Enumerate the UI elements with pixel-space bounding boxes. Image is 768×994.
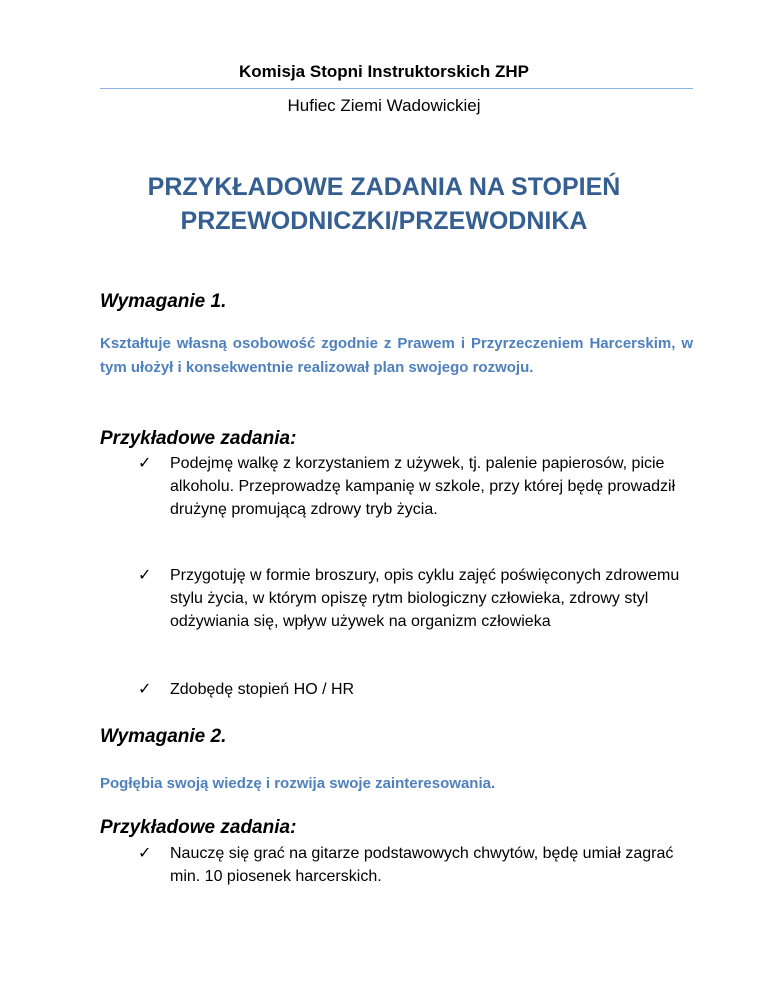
task-text: Przygotuję w formie broszury, opis cyklu zajęć poświęconych zdrowemu stylu życia, w którym opiszę rytm biologiczny człowieka, zdrowy styl odżywiania się, wpływ używek na organizm człowieka [170,567,680,630]
header-unit: Hufiec Ziemi Wadowickiej [287,96,481,115]
requirement-1-text: Kształtuje własną osobowość zgodnie z Prawem i Przyrzeczeniem Harcerskim, w tym ułożył i konsekwentnie realizował plan swojego rozwoju. [100,335,693,376]
task-text: Zdobędę stopień HO / HR [170,681,355,698]
title-line-1: PRZYKŁADOWE ZADANIA NA STOPIEŃ [147,173,621,201]
requirement-1-task-1 [138,452,693,521]
header-organization: Komisja Stopni Instruktorskich ZHP [239,62,529,81]
header-divider [100,88,693,89]
requirement-2-examples-heading: Przykładowe zadania: [100,817,297,838]
requirement-2-task-1 [138,842,693,888]
requirement-1-task-2 [138,564,693,633]
requirement-1-task-3 [138,678,693,701]
check-icon: ✓ [138,845,152,862]
task-text: Nauczę się grać na gitarze podstawowych chwytów, będę umiał zagrać min. 10 piosenek harcerskich. [170,845,674,885]
check-icon: ✓ [138,681,152,698]
requirement-1-examples-heading: Przykładowe zadania: [100,428,297,449]
page-title [0,170,768,238]
check-icon: ✓ [138,567,152,584]
task-text: Podejmę walkę z korzystaniem z używek, tj. palenie papierosów, picie alkoholu. Przeprowadzę kampanię w szkole, przy której będę prowadził drużynę promującą zdrowy tryb życia. [170,455,676,518]
check-icon: ✓ [138,455,152,472]
requirement-2-heading: Wymaganie 2. [100,726,227,747]
requirement-2-text: Pogłębia swoją wiedzę i rozwija swoje zainteresowania. [100,775,496,792]
title-line-2: PRZEWODNICZKI/PRZEWODNIKA [180,207,588,235]
requirement-1-heading: Wymaganie 1. [100,291,227,312]
